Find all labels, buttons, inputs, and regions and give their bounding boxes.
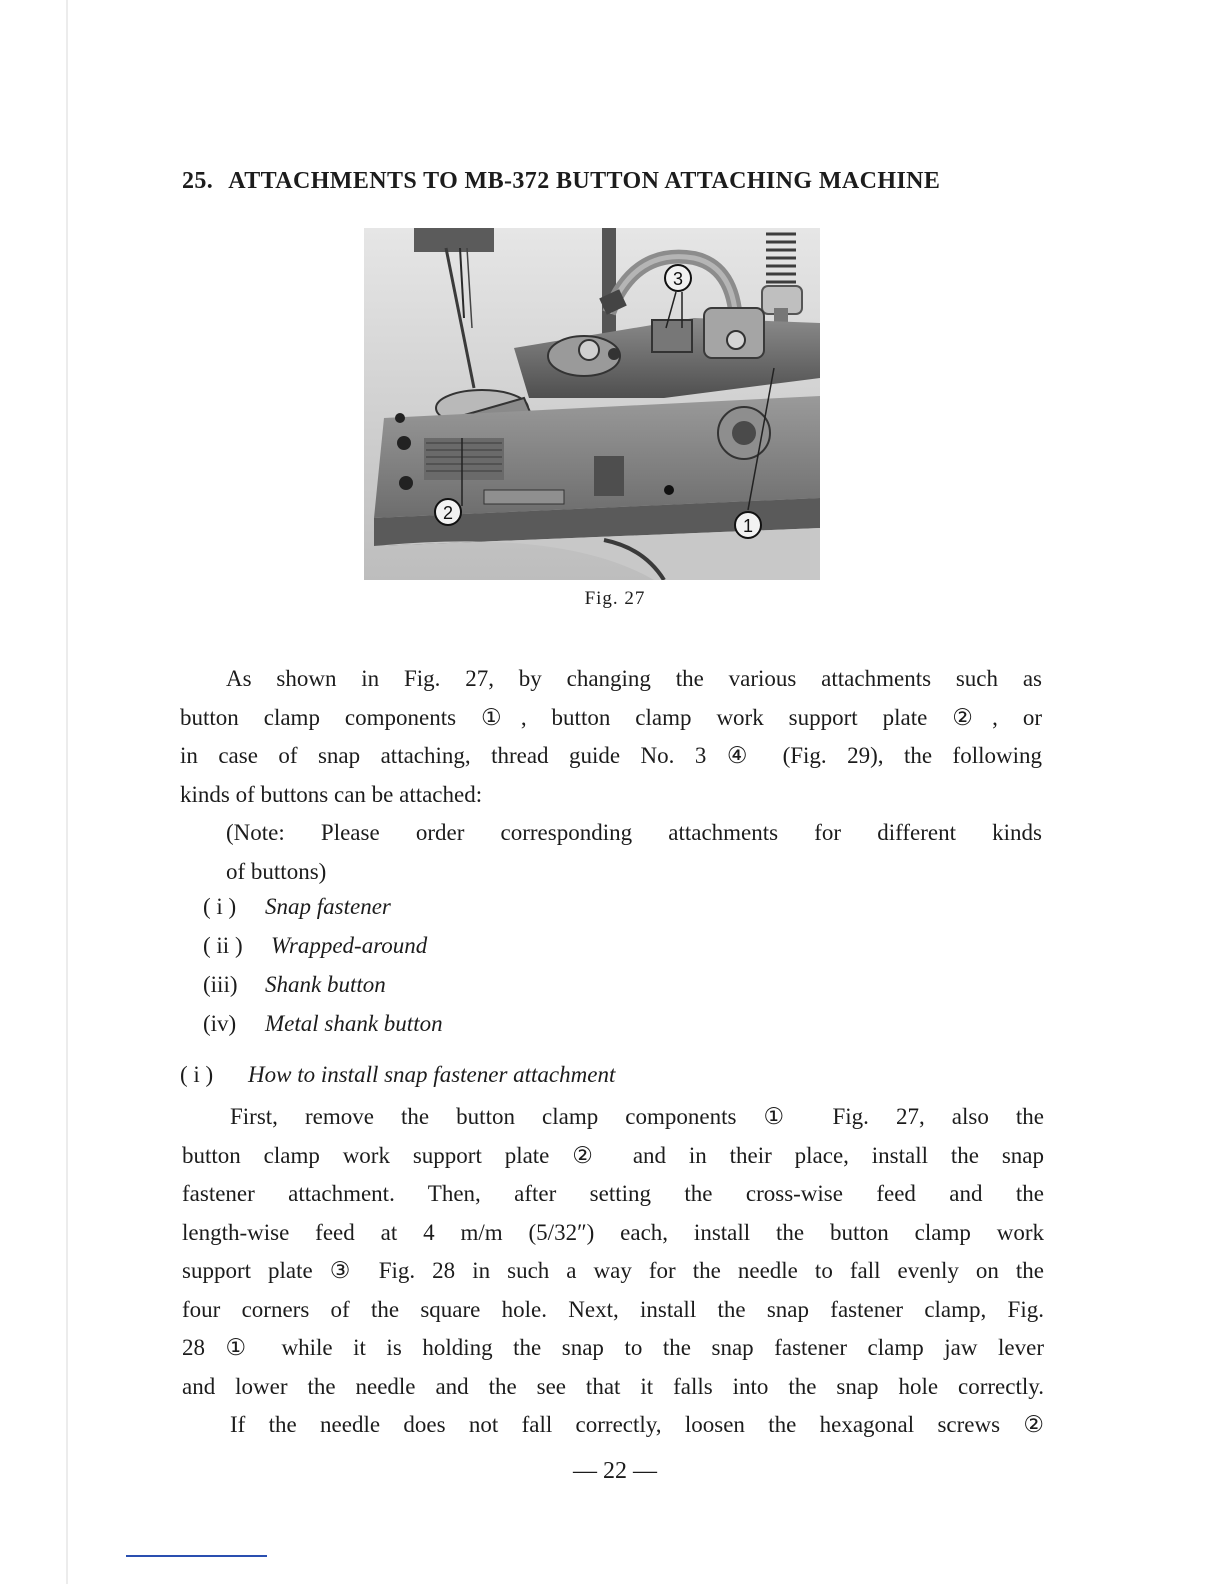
intro-line: button clamp components ①, button clamp work support plate ②, or <box>180 704 1042 730</box>
note-line: (Note: Please order corresponding attachments for different kinds <box>226 820 1042 845</box>
figure-photo <box>364 228 820 580</box>
subsection-title: How to install snap fastener attachment <box>248 1062 616 1087</box>
list-label: Snap fastener <box>265 894 391 919</box>
list-label: Metal shank button <box>265 1011 443 1036</box>
body-line: button clamp work support plate ② and in their place, install the snap <box>182 1142 1044 1168</box>
section-heading <box>182 168 1082 195</box>
subsection-heading <box>180 1062 615 1101</box>
list-item <box>203 894 443 933</box>
machine-photo-illustration <box>364 228 820 580</box>
callout-1: 1 <box>742 516 754 536</box>
note-paragraph <box>226 814 1042 891</box>
body-line: If the needle does not fall correctly, loosen the hexagonal screws ② <box>230 1412 1044 1437</box>
body-line: and lower the needle and the see that it falls into the snap hole correctly. <box>182 1373 1044 1399</box>
body-line: four corners of the square hole. Next, install the snap fastener clamp, Fig. <box>182 1296 1044 1322</box>
callout-3: 3 <box>672 269 684 289</box>
body-line: 28 ① while it is holding the snap to the snap fastener clamp jaw lever <box>182 1335 1044 1360</box>
list-marker: (iii) <box>203 972 238 997</box>
intro-line: kinds of buttons can be attached: <box>180 781 483 807</box>
section-number: 25. <box>182 168 214 194</box>
intro-line: in case of snap attaching, thread guide No. 3 ④ (Fig. 29), the following <box>180 743 1042 768</box>
scan-edge <box>66 0 68 1584</box>
list-marker: ( ii ) <box>203 933 243 958</box>
section-title: ATTACHMENTS TO MB-372 BUTTON ATTACHING MACHINE <box>228 168 941 194</box>
list-marker: (iv) <box>203 1011 237 1036</box>
button-type-list <box>203 894 443 1050</box>
list-item <box>203 933 443 972</box>
list-label: Wrapped-around <box>271 933 428 958</box>
list-item <box>203 972 443 1011</box>
subsection-marker: ( i ) <box>180 1062 214 1087</box>
body-paragraph <box>182 1098 1044 1445</box>
body-line: length-wise feed at 4 m/m (5/32″) each, install the button clamp work <box>182 1219 1044 1245</box>
list-item <box>203 1011 443 1050</box>
body-line: First, remove the button clamp components ① Fig. 27, also the <box>230 1104 1044 1129</box>
footer-rule <box>126 1555 267 1557</box>
page-number: — 22 — <box>573 1458 657 1484</box>
list-marker: ( i ) <box>203 894 237 919</box>
body-line: support plate ③ Fig. 28 in such a way for the needle to fall evenly on the <box>182 1258 1044 1283</box>
body-line: fastener attachment. Then, after setting the cross-wise feed and the <box>182 1181 1044 1206</box>
list-label: Shank button <box>265 972 386 997</box>
note-line: of buttons) <box>226 858 327 884</box>
callout-2: 2 <box>442 503 454 523</box>
intro-paragraph <box>180 660 1042 814</box>
figure-caption: Fig. 27 <box>584 588 646 609</box>
intro-line: As shown in Fig. 27, by changing the various attachments such as <box>226 666 1042 691</box>
